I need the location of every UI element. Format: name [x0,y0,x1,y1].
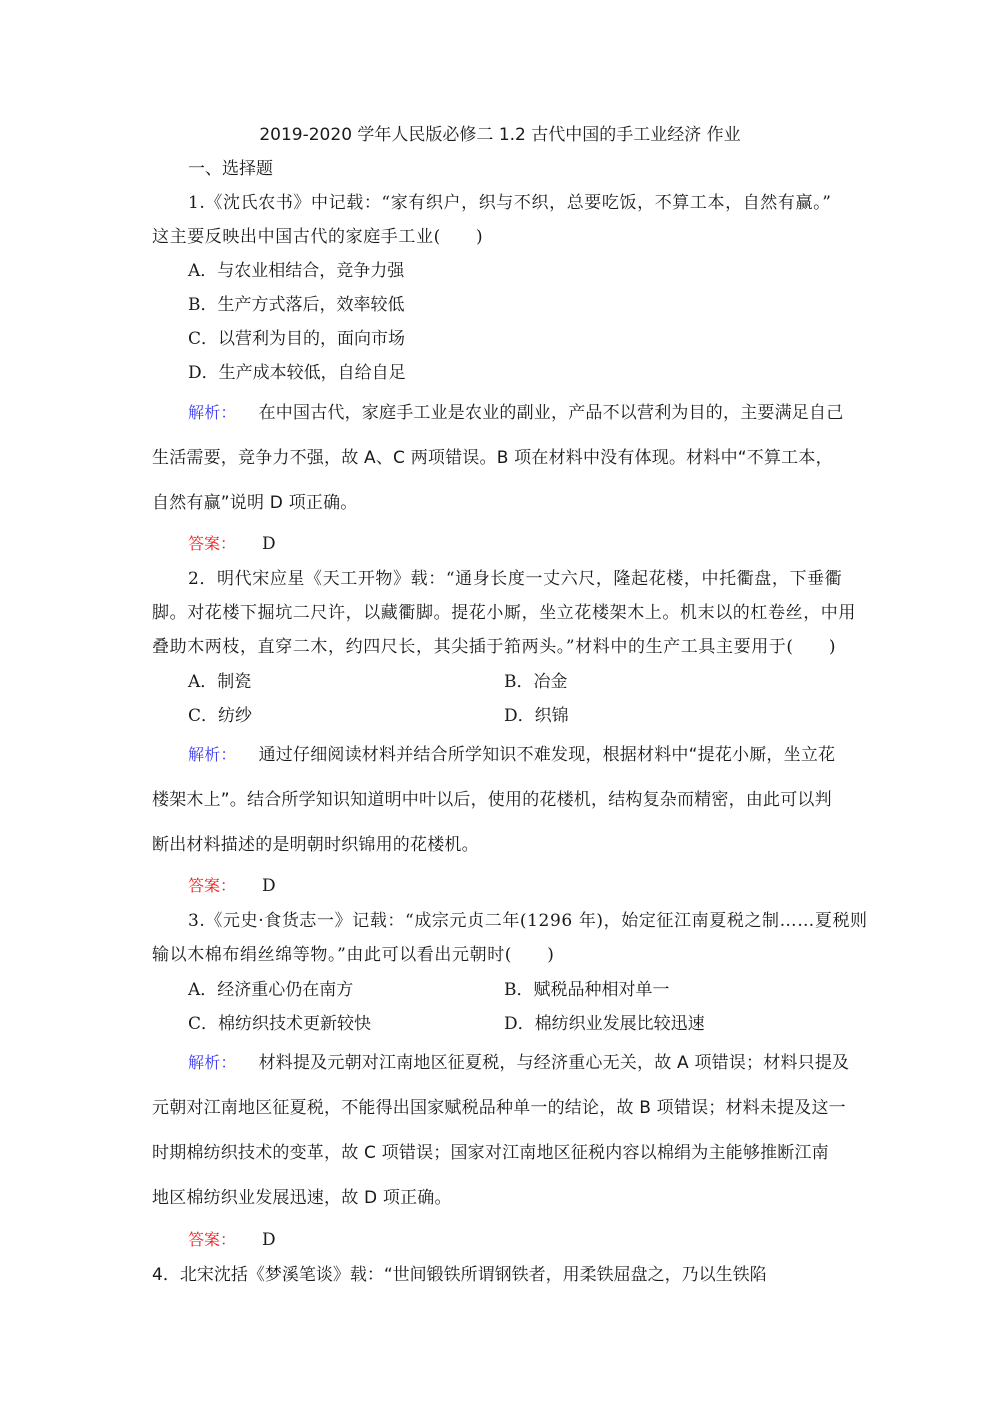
answer-line [188,1229,276,1251]
analysis-line: 地区棉纺织业发展迅速，故 D 项正确。 [152,1188,452,1208]
answer-value: D [262,1230,276,1250]
analysis-line: 楼架木上”。结合所学知识知道明中叶以后，使用的花楼机，结构复杂而精密，由此可以判 [152,790,832,810]
analysis-line: 生活需要，竞争力不强，故 A、C 两项错误。B 项在材料中没有体现。材料中“不算工本， [152,448,833,468]
option-b: B．生产方式落后，效率较低 [188,295,405,315]
question-stem-line: 叠助木两枝，直穿二木，约四尺长，其尖插于筘两头。”材料中的生产工具主要用于( ) [152,637,837,657]
option-d: D．生产成本较低，自给自足 [188,363,406,383]
question-stem-line: 1.《沈氏农书》中记载：“家有织户，织与不织，总要吃饭，不算工本，自然有赢。” [188,193,832,213]
option-d: D．织锦 [504,706,569,726]
option-c: C．以营利为目的，面向市场 [188,329,406,349]
question-stem-line: 3.《元史·食货志一》记载：“成宗元贞二年(1296 年)，始定征江南夏税之制……夏税则 [188,911,868,931]
analysis-line: 时期棉纺织技术的变革，故 C 项错误；国家对江南地区征税内容以棉绢为主能够推断江南 [152,1143,829,1163]
analysis-line: 元朝对江南地区征夏税，不能得出国家赋税品种单一的结论，故 B 项错误；材料未提及这一 [152,1098,846,1118]
question-stem-line: 2．明代宋应星《天工开物》载：“通身长度一丈六尺，隆起花楼，中托衢盘，下垂衢 [188,569,843,589]
option-a: A．与农业相结合，竞争力强 [188,261,405,281]
option-c: C．纺纱 [188,706,253,726]
section-heading: 一、选择题 [188,159,273,179]
question-stem-line: 这主要反映出中国古代的家庭手工业( ) [152,227,484,247]
analysis-label: 解析： [188,745,237,764]
option-b: B．赋税品种相对单一 [504,980,670,1000]
question-stem-line: 输以木棉布绢丝绵等物。”由此可以看出元朝时( ) [152,945,555,965]
option-a: A．制瓷 [188,672,252,692]
answer-value: D [262,534,276,554]
analysis-line: 断出材料描述的是明朝时织锦用的花楼机。 [152,835,479,855]
answer-label: 答案： [188,876,237,895]
answer-value: D [262,876,276,896]
option-b: B．冶金 [504,672,568,692]
answer-label: 答案： [188,534,237,553]
option-d: D．棉纺织业发展比较迅速 [504,1014,705,1034]
analysis-label: 解析： [188,403,237,422]
analysis-line: 解析： 材料提及元朝对江南地区征夏税，与经济重心无关，故 A 项错误；材料只提及 [188,1053,850,1073]
answer-label: 答案： [188,1230,237,1249]
document-title: 2019-2020 学年人民版必修二 1.2 古代中国的手工业经济 作业 [259,125,741,145]
answer-line [188,875,276,897]
option-a: A．经济重心仍在南方 [188,980,354,1000]
option-c: C．棉纺织技术更新较快 [188,1014,372,1034]
analysis-line: 自然有赢”说明 D 项正确。 [152,493,358,513]
analysis-label: 解析： [188,1053,237,1072]
question-stem-line: 脚。对花楼下掘坑二尺许，以藏衢脚。提花小厮，坐立花楼架木上。机末以的杠卷丝，中用 [152,603,856,623]
analysis-line: 解析： 通过仔细阅读材料并结合所学知识不难发现，根据材料中“提花小厮，坐立花 [188,745,836,765]
analysis-line: 解析： 在中国古代，家庭手工业是农业的副业，产品不以营利为目的，主要满足自己 [188,403,844,423]
answer-line [188,533,276,555]
question-stem-line: 4．北宋沈括《梦溪笔谈》载：“世间锻铁所谓钢铁者，用柔铁屈盘之，乃以生铁陷 [152,1265,767,1285]
